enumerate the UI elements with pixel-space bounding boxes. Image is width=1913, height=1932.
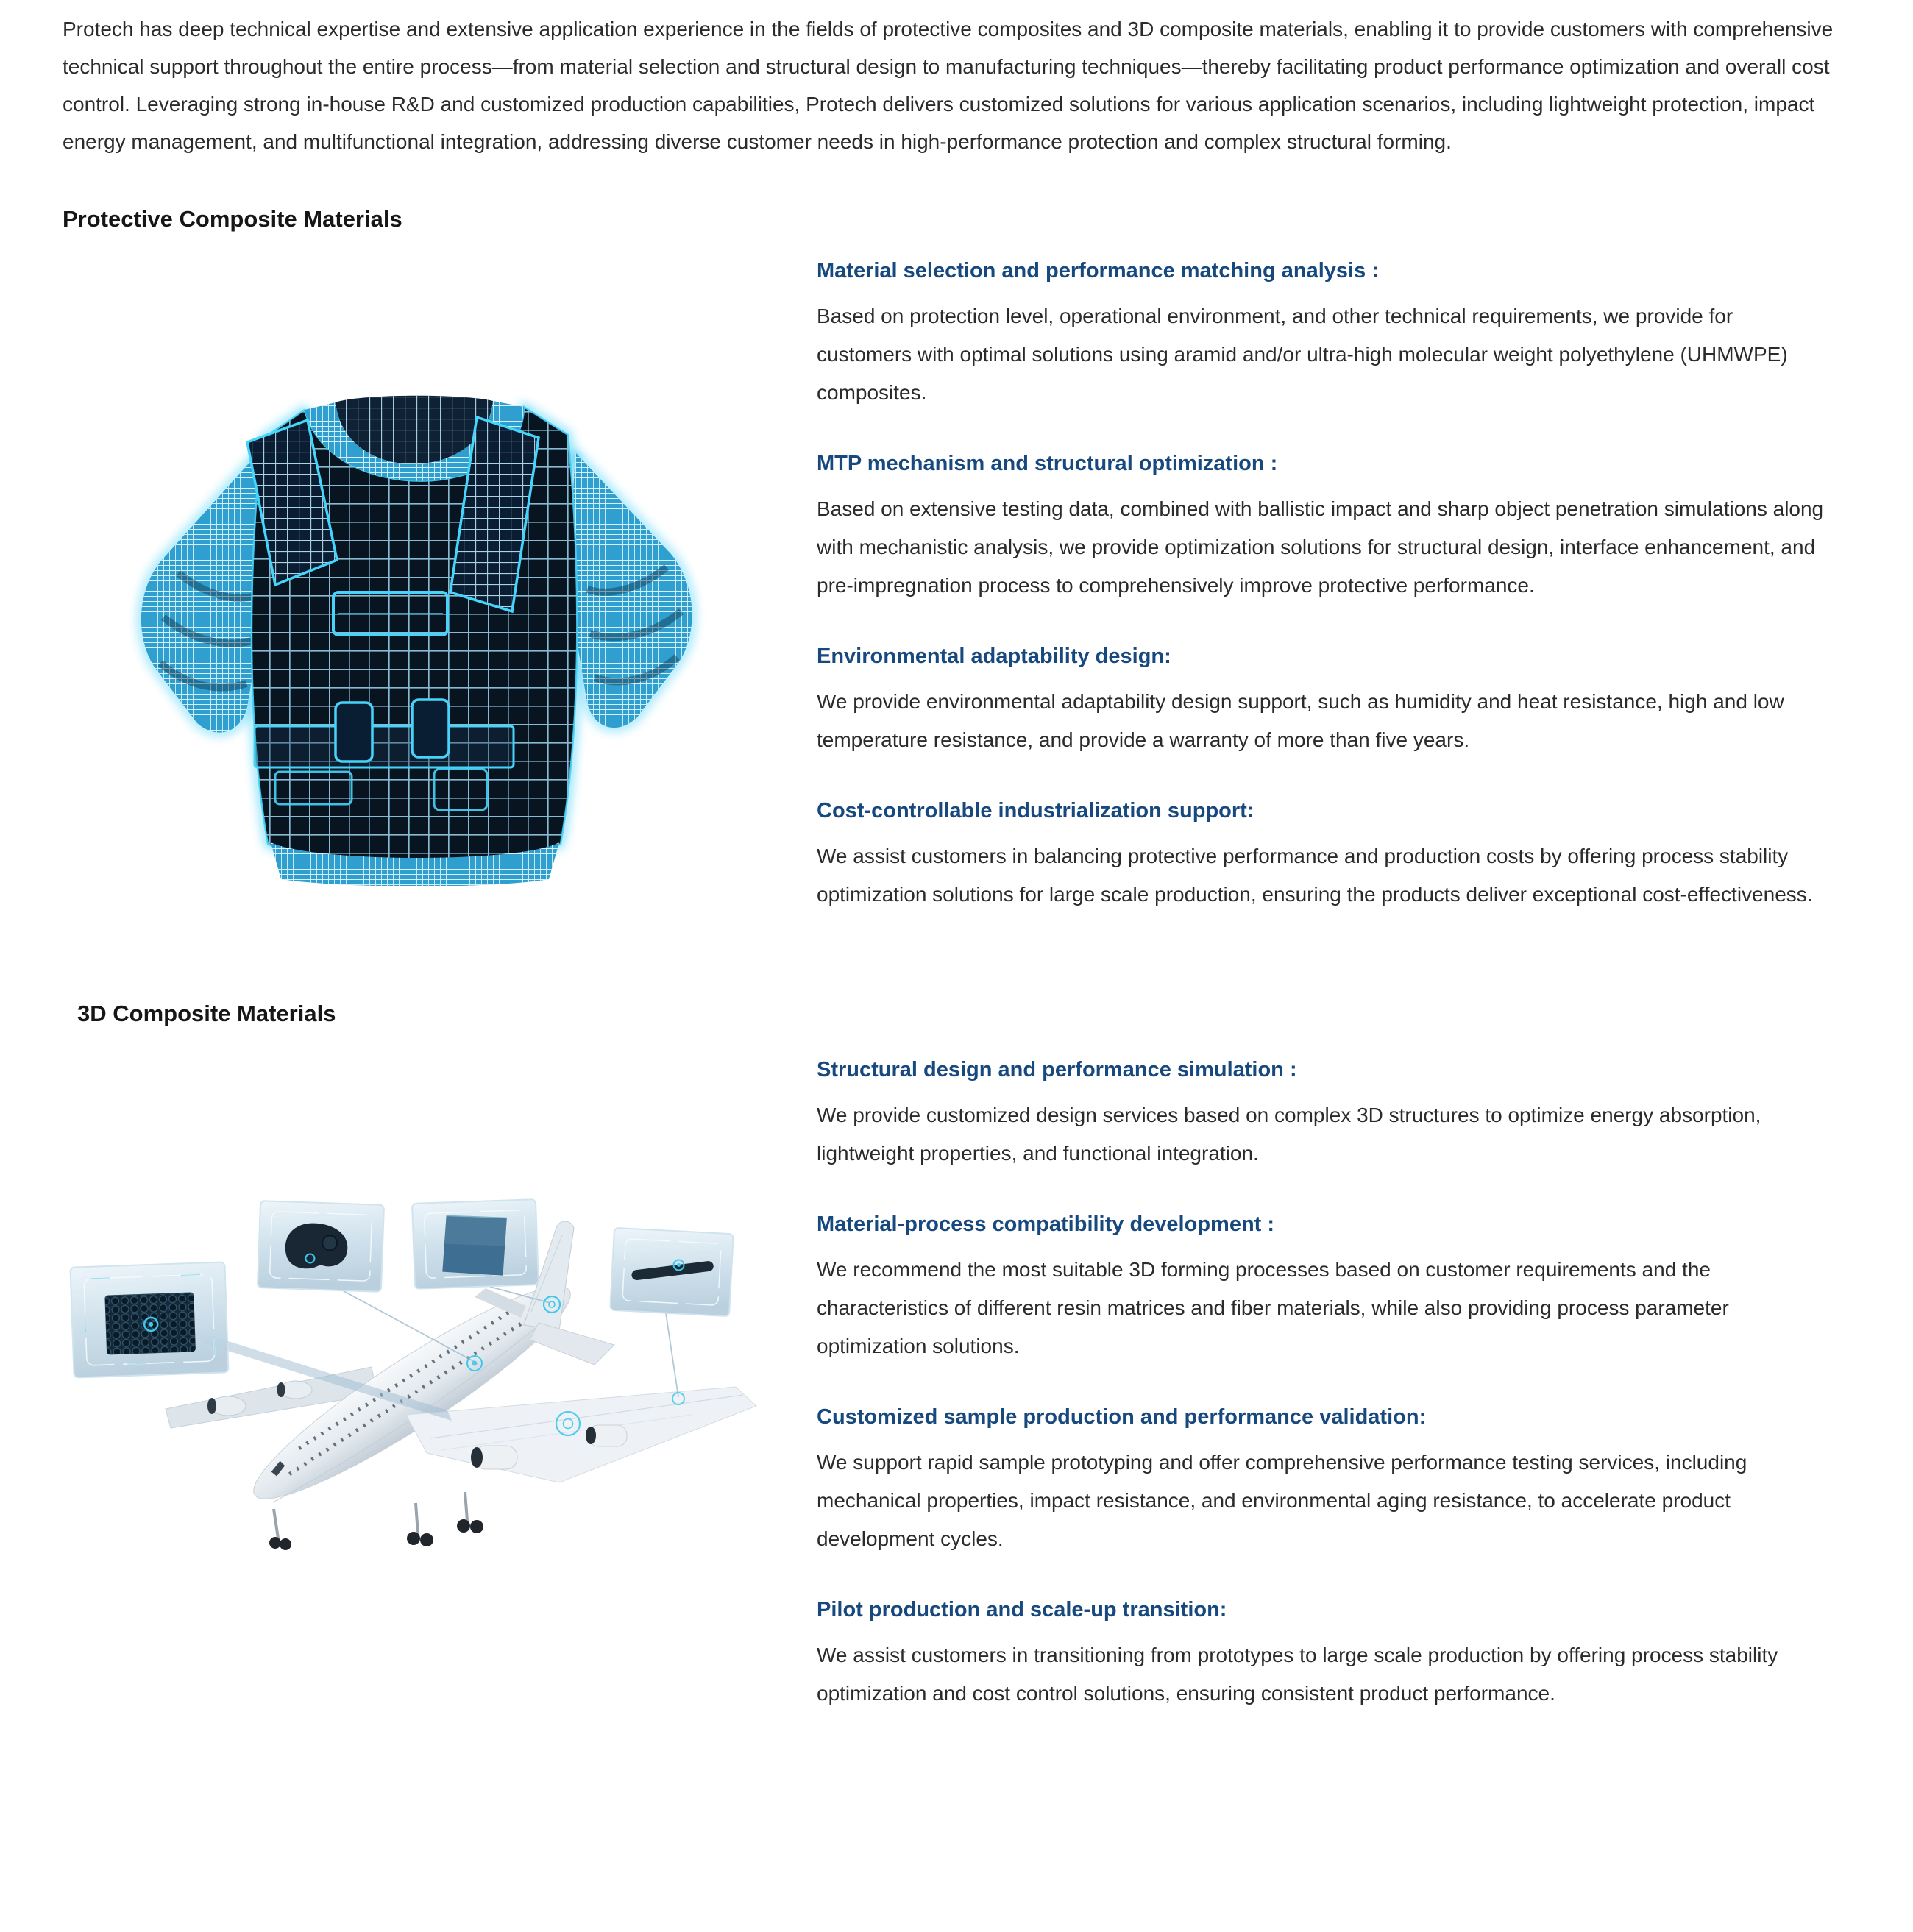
- service-item-heading: Environmental adaptability design:: [817, 644, 1171, 668]
- 3d-composites-services: [817, 1056, 1832, 1713]
- service-item: [817, 798, 1832, 914]
- vest-wireframe-image: [110, 374, 736, 886]
- 3d-composites-row: [0, 1056, 1913, 1713]
- honeycomb-panel-icon: [70, 1262, 228, 1377]
- service-item-body: We recommend the most suitable 3D forming processes based on customer requirements and the characteristics of different resin matrices and fiber materials, while also providing process parameter optimization solutions.: [817, 1258, 1729, 1357]
- service-item-body: We support rapid sample prototyping and offer comprehensive performance testing services, including mechanical properties, impact resistance, and environmental aging resistance, to accelerate product development cycles.: [817, 1451, 1747, 1550]
- protective-composites-services: [817, 258, 1832, 914]
- intro-paragraph: Protech has deep technical expertise and extensive application experience in the fields of protective composites and 3D composite materials, enabling it to provide customers with comprehensive technical support throughout the entire process—from material selection and structural design to manufacturing techniques—thereby facilitating product performance optimization and overall cost control. Leveraging strong in-house R&D and customized production capabilities, Protech delivers customized solutions for various application scenarios, including lightweight protection, impact energy management, and multifunctional integration, addressing diverse customer needs in high-performance protection and complex structural forming.: [63, 18, 1834, 153]
- service-item-heading: MTP mechanism and structural optimization :: [817, 452, 1278, 475]
- service-item-body: We provide environmental adaptability design support, such as humidity and heat resistance, high and low temperature resistance, and provide a warranty of more than five years.: [817, 690, 1784, 751]
- aircraft-landing-gear: [269, 1492, 483, 1550]
- aircraft-composites-image: [44, 1194, 780, 1650]
- service-item-heading: Material-process compatibility development :: [817, 1212, 1275, 1236]
- callout-line: [666, 1313, 678, 1397]
- service-item: [817, 643, 1832, 759]
- service-item: [817, 1056, 1832, 1173]
- service-item-heading: Pilot production and scale-up transition:: [817, 1598, 1227, 1622]
- section-title-3d-composites: 3D Composite Materials: [77, 1001, 336, 1026]
- service-item: [817, 450, 1832, 605]
- service-item: [817, 1597, 1832, 1713]
- service-item-body: We provide customized design services based on complex 3D structures to optimize energy absorption, lightweight properties, and functional integration.: [817, 1104, 1761, 1165]
- service-item-body: We assist customers in transitioning from prototypes to large scale production by offering process stability optimization and cost control solutions, ensuring consistent product performance.: [817, 1644, 1778, 1705]
- service-item-body: Based on extensive testing data, combined with ballistic impact and sharp object penetration simulations along with mechanistic analysis, we provide optimization solutions for structural design, interface enhancement, and pre-impregnation process to comprehensively improve protective performance.: [817, 497, 1824, 597]
- section-title-protective-composites: Protective Composite Materials: [63, 206, 402, 232]
- composite-sheet-panel-icon: [412, 1199, 539, 1289]
- service-item-body: Based on protection level, operational environment, and other technical requirements, we provide for customers with optimal solutions using aramid and/or ultra-high molecular weight polyethylene (UHMWPE) composites.: [817, 305, 1788, 404]
- rod-panel-icon: [610, 1228, 734, 1316]
- service-item-heading: Cost-controllable industrialization support:: [817, 799, 1254, 823]
- service-item-body: We assist customers in balancing protective performance and production costs by offering process stability optimization solutions for large scale production, ensuring the products deliver exceptional cost-effectiveness.: [817, 845, 1813, 906]
- service-item: [817, 1404, 1832, 1558]
- callout-line: [338, 1288, 475, 1362]
- service-item-heading: Material selection and performance matching analysis :: [817, 259, 1379, 283]
- bracket-panel-icon: [258, 1201, 384, 1292]
- page-content: [0, 10, 1913, 1713]
- service-item: [817, 258, 1832, 412]
- aircraft-graphic: [44, 1194, 780, 1650]
- protective-composites-row: [0, 258, 1913, 914]
- vest-wireframe-graphic: [110, 374, 736, 886]
- service-item: [817, 1211, 1832, 1365]
- service-item-heading: Structural design and performance simulation :: [817, 1058, 1297, 1082]
- service-item-heading: Customized sample production and performance validation:: [817, 1405, 1427, 1429]
